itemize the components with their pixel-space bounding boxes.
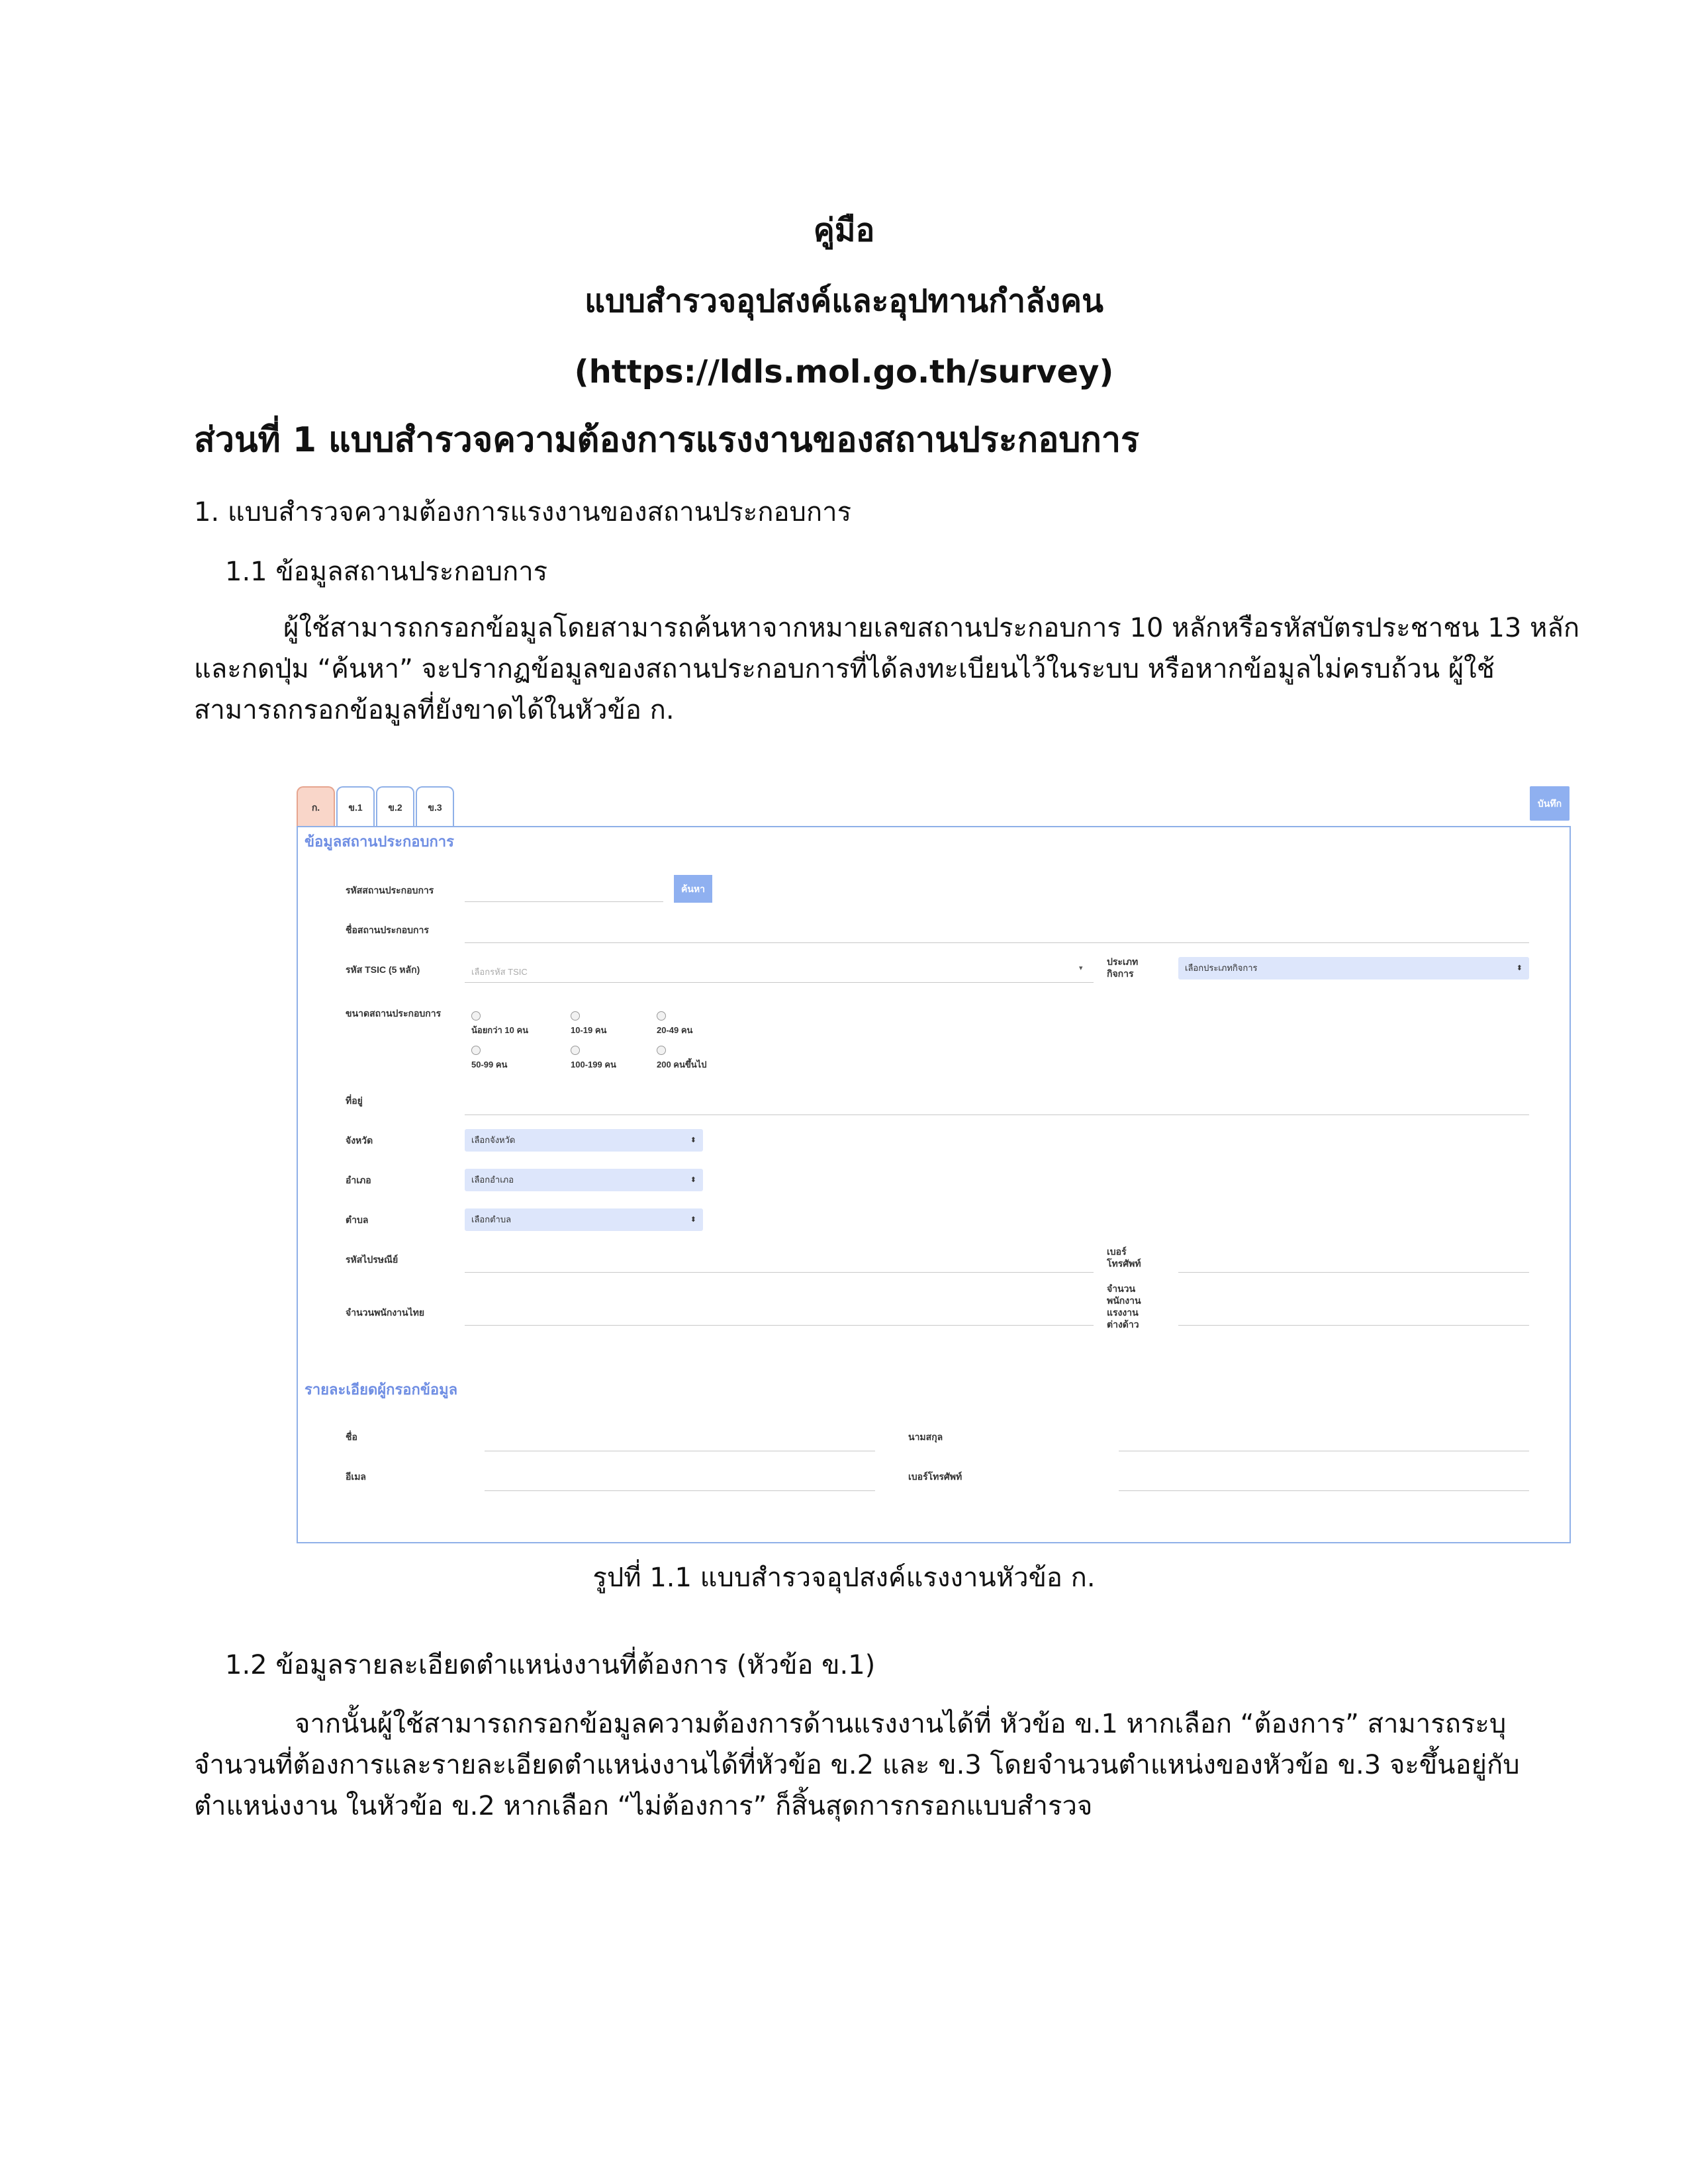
size-radio[interactable] (471, 1046, 481, 1055)
paragraph-2 (194, 1704, 1520, 1827)
foreign-staff-label-line: จำนวน (1107, 1283, 1136, 1294)
size-option-label: 50-99 คน (471, 1060, 508, 1069)
size-option-label: 200 คนขึ้นไป (657, 1060, 707, 1069)
foreign-staff-label-line: ต่างด้าว (1107, 1319, 1139, 1330)
phone-input[interactable] (1178, 1272, 1529, 1273)
business-type-label (1107, 956, 1138, 979)
foreign-staff-label-line: แรงงาน (1107, 1307, 1139, 1318)
paragraph-1 (194, 608, 1580, 731)
address-label: ที่อยู่ (346, 1095, 363, 1106)
select-arrow-icon: ⬍ (690, 1136, 696, 1144)
size-option-label: 20-49 คน (657, 1025, 693, 1035)
tsic-underline (465, 982, 1094, 983)
province-value: เลือกจังหวัด (471, 1135, 516, 1145)
business-type-label-line: ประเภท (1107, 956, 1139, 967)
subdistrict-value: เลือกตำบล (471, 1214, 512, 1224)
district-label: อำเภอ (346, 1175, 371, 1185)
search-button[interactable]: ค้นหา (674, 875, 712, 903)
postcode-input[interactable] (465, 1272, 1094, 1273)
last-name-label: นามสกุล (908, 1432, 943, 1442)
establishment-code-input[interactable] (465, 901, 663, 902)
thai-staff-label: จำนวนพนักงานไทย (346, 1307, 425, 1318)
paragraph-line: ผู้ใช้สามารถกรอกข้อมูลโดยสามารถค้นหาจากหมายเลขสถานประกอบการ 10 หลักหรือรหัสบัตรประชาชน 13 หลัก (283, 613, 1580, 643)
part-heading: ส่วนที่ 1 แบบสำรวจความต้องการแรงงานของสถานประกอบการ (194, 420, 1139, 460)
item-1-1: 1.1 ข้อมูลสถานประกอบการ (225, 557, 548, 587)
foreign-staff-label (1107, 1283, 1141, 1330)
contact-phone-label: เบอร์โทรศัพท์ (908, 1471, 962, 1482)
size-radio[interactable] (571, 1011, 580, 1021)
tab-b1[interactable]: ข.1 (336, 786, 375, 827)
paragraph-line: ตำแหน่งงาน ในหัวข้อ ข.2 หากเลือก “ไม่ต้องการ” ก็สิ้นสุดการกรอกแบบสำรวจ (194, 1791, 1093, 1821)
province-select[interactable] (465, 1129, 703, 1152)
email-input[interactable] (485, 1490, 875, 1491)
size-option-label: 100-199 คน (571, 1060, 616, 1069)
size-option-label: 10-19 คน (571, 1025, 607, 1035)
section-respondent-title: รายละเอียดผู้กรอกข้อมูล (305, 1381, 458, 1398)
tab-b3[interactable]: ข.3 (416, 786, 454, 827)
district-value: เลือกอำเภอ (471, 1175, 514, 1185)
subdistrict-select[interactable] (465, 1208, 703, 1231)
size-radio[interactable] (471, 1011, 481, 1021)
contact-phone-input[interactable] (1119, 1490, 1529, 1491)
select-arrow-icon: ⬍ (690, 1216, 696, 1224)
establishment-code-label: รหัสสถานประกอบการ (346, 885, 434, 895)
subdistrict-label: ตำบล (346, 1214, 369, 1225)
first-name-label: ชื่อ (346, 1432, 357, 1442)
postcode-label: รหัสไปรษณีย์ (346, 1254, 399, 1265)
save-button[interactable]: บันทึก (1530, 786, 1570, 821)
size-radio[interactable] (657, 1011, 666, 1021)
doc-subtitle: แบบสำรวจอุปสงค์และอุปทานกำลังคน (585, 283, 1103, 320)
email-label: อีเมล (346, 1471, 367, 1482)
item-1-2: 1.2 ข้อมูลรายละเอียดตำแหน่งงานที่ต้องการ (หัวข้อ ข.1) (225, 1650, 876, 1680)
phone-label (1107, 1246, 1141, 1269)
chevron-down-icon[interactable]: ▾ (1079, 964, 1083, 972)
size-label: ขนาดสถานประกอบการ (346, 1008, 442, 1019)
business-type-label-line: กิจการ (1107, 968, 1134, 979)
size-option-label: น้อยกว่า 10 คน (471, 1025, 529, 1035)
select-arrow-icon: ⬍ (1516, 964, 1523, 972)
section-establishment-title: ข้อมูลสถานประกอบการ (305, 833, 454, 850)
figure-caption: รูปที่ 1.1 แบบสำรวจอุปสงค์แรงงานหัวข้อ ก. (592, 1563, 1096, 1593)
thai-staff-input[interactable] (465, 1325, 1094, 1326)
item-1: 1. แบบสำรวจความต้องการแรงงานของสถานประกอบการ (194, 497, 852, 527)
size-radio[interactable] (571, 1046, 580, 1055)
tsic-label: รหัส TSIC (5 หลัก) (346, 964, 420, 975)
district-select[interactable] (465, 1169, 703, 1191)
paragraph-line: จำนวนที่ต้องการและรายละเอียดตำแหน่งงานได้ที่หัวข้อ ข.2 และ ข.3 โดยจำนวนตำแหน่งของหัวข้อ ข.3 จะขึ้นอยู่กับ (194, 1750, 1520, 1780)
phone-label-line: เบอร์ (1107, 1246, 1127, 1257)
business-type-select[interactable] (1178, 957, 1529, 979)
paragraph-line: สามารถกรอกข้อมูลที่ยังขาดได้ในหัวข้อ ก. (194, 695, 675, 725)
paragraph-line: และกดปุ่ม “ค้นหา” จะปรากฏข้อมูลของสถานประกอบการที่ได้ลงทะเบียนไว้ในระบบ หรือหากข้อมูลไม่ครบถ้วน ผู้ใช้ (194, 654, 1495, 684)
phone-label-line: โทรศัพท์ (1107, 1258, 1141, 1269)
doc-url: (https://ldls.mol.go.th/survey) (574, 353, 1114, 390)
establishment-name-label: ชื่อสถานประกอบการ (346, 925, 429, 935)
tab-b2[interactable]: ข.2 (376, 786, 414, 827)
tsic-select[interactable]: เลือกรหัส TSIC (471, 967, 528, 977)
foreign-staff-label-line: พนักงาน (1107, 1295, 1141, 1306)
survey-form-screenshot (297, 781, 1571, 1542)
province-label: จังหวัด (346, 1135, 373, 1146)
doc-title: คู่มือ (813, 212, 875, 249)
form-panel (297, 826, 1571, 1543)
tab-a[interactable]: ก. (297, 786, 335, 827)
select-arrow-icon: ⬍ (690, 1176, 696, 1184)
business-type-value: เลือกประเภทกิจการ (1185, 963, 1258, 973)
foreign-staff-input[interactable] (1178, 1325, 1529, 1326)
establishment-name-input[interactable] (465, 942, 1529, 943)
size-radio[interactable] (657, 1046, 666, 1055)
paragraph-line: จากนั้นผู้ใช้สามารถกรอกข้อมูลความต้องการด้านแรงงานได้ที่ หัวข้อ ข.1 หากเลือก “ต้องการ” สามารถระบุ (295, 1709, 1507, 1739)
